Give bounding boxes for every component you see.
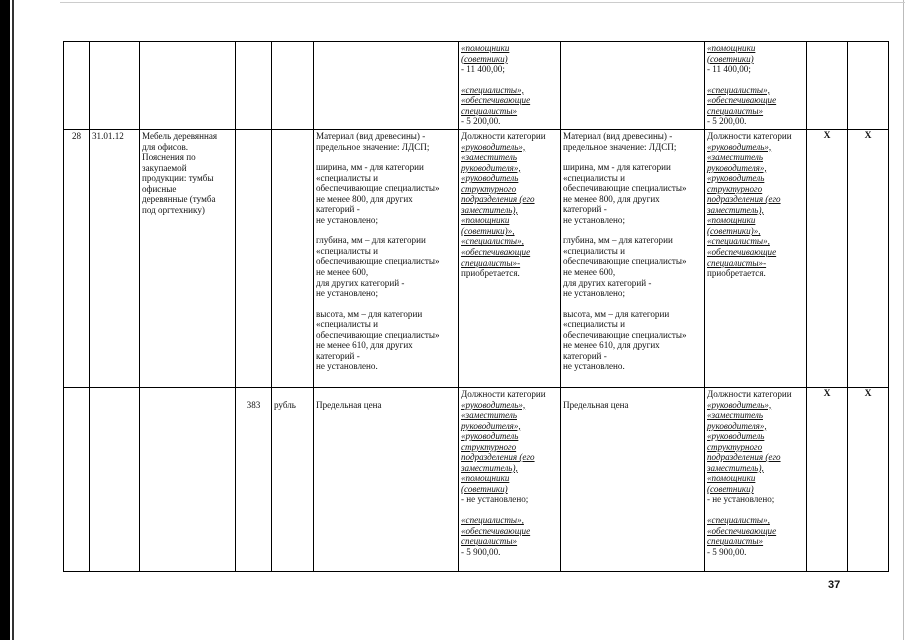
text-line: «обеспечивающие <box>461 95 531 106</box>
text-line: структурного <box>707 441 763 452</box>
text-line: деревянные (тумба <box>142 194 216 205</box>
text-line: «заместитель <box>461 152 517 163</box>
text-line: руководителя», <box>707 162 767 173</box>
text-line: «обеспечивающие <box>707 525 777 536</box>
text-line: «помощники <box>461 43 510 53</box>
cell-okei <box>236 42 272 130</box>
text-line: приобретается. <box>461 268 520 279</box>
mark-x: X <box>848 130 889 388</box>
text-line: для офисов. <box>142 141 189 152</box>
positions <box>459 130 561 388</box>
spacer <box>316 152 456 162</box>
characteristics-2 <box>561 130 705 388</box>
text-line: «заместитель <box>707 410 763 421</box>
text-line: обеспечивающие специалисты» <box>316 329 440 340</box>
text-line: «специалисты», <box>461 84 524 95</box>
text-line: Должности категории <box>461 131 546 141</box>
text-line: закупаемой <box>142 162 187 173</box>
text-line: «руководитель», <box>461 141 526 152</box>
cell-code <box>90 388 140 572</box>
text-line: не менее 610, для других <box>563 340 660 351</box>
text-line: не установлено; <box>316 214 378 225</box>
mark-x: X <box>807 130 848 388</box>
cell-name <box>140 388 236 572</box>
text-line: не менее 600, <box>316 267 369 278</box>
cell-okei <box>236 130 272 388</box>
text-line: обеспечивающие специалисты» <box>316 256 440 267</box>
spacer <box>707 75 804 85</box>
cell-x2 <box>848 42 889 130</box>
cell-unit <box>272 130 314 388</box>
text-line: «специалисты и <box>563 319 626 330</box>
text-line: руководителя», <box>707 420 767 431</box>
characteristics-2: Предельная цена <box>561 388 705 572</box>
text-line: не установлено; <box>316 288 378 299</box>
text-line: обеспечивающие специалисты» <box>563 183 687 194</box>
scan-edge-left-inner <box>12 0 14 640</box>
scan-edge-right <box>903 0 904 640</box>
text-line: «заместитель <box>461 410 517 421</box>
text-line: - не установлено; <box>707 494 775 505</box>
text-line: - 11 400,00; <box>461 64 505 75</box>
text-line: специалисты» <box>461 536 518 547</box>
text-line: Материал (вид древесины) - <box>563 131 673 141</box>
table-row-continuation <box>64 42 889 130</box>
text-line: Материал (вид древесины) - <box>316 131 426 141</box>
text-line: обеспечивающие специалисты» <box>316 183 440 194</box>
text-line: заместитель), <box>707 204 764 215</box>
page-number: 37 <box>828 579 841 591</box>
cell-code <box>90 42 140 130</box>
text-line: - 11 400,00; <box>707 64 751 75</box>
text-line: «специалисты», <box>461 515 524 526</box>
text-line: руководителя», <box>461 420 521 431</box>
positions <box>459 388 561 572</box>
text-line: «помощники <box>461 473 510 484</box>
text-line: специалисты» <box>461 105 518 116</box>
text-line: заместитель), <box>461 462 518 473</box>
text-line: специалисты» <box>707 105 764 116</box>
text-line: категорий - <box>316 350 360 361</box>
text-line: для других категорий - <box>316 277 405 288</box>
text-line: (советники) <box>461 53 508 64</box>
text-line: приобретается. <box>707 268 766 279</box>
text-line: обеспечивающие специалисты» <box>563 329 687 340</box>
text-line: «специалисты и <box>563 172 626 183</box>
text-line: Мебель деревянная <box>142 131 218 141</box>
requirements-table <box>63 41 889 572</box>
characteristics <box>314 130 459 388</box>
spacer <box>563 299 702 309</box>
text-line: подразделения (его <box>707 452 781 463</box>
text-line: «руководитель <box>461 431 519 442</box>
spacer <box>707 505 804 515</box>
text-line: обеспечивающие специалисты» <box>563 256 687 267</box>
okpd2-code: 31.01.12 <box>90 130 140 388</box>
product-name <box>140 130 236 388</box>
text-line: специалисты» <box>707 536 764 547</box>
text-line: структурного <box>461 441 517 452</box>
text-line: - 5 900,00. <box>707 546 747 557</box>
text-line: глубина, мм – для категории <box>316 235 426 246</box>
text-line: для других категорий - <box>563 277 652 288</box>
text-line: ширина, мм - для категории <box>563 162 671 173</box>
scan-edge-left <box>0 0 10 640</box>
text-line: «обеспечивающие <box>707 247 777 258</box>
cell-positions-2 <box>705 42 807 130</box>
text-line: «специалисты», <box>707 236 770 247</box>
text-line: не менее 610, для других <box>316 340 413 351</box>
text-line: предельное значение: ЛДСП; <box>316 141 430 152</box>
table-row-price <box>64 388 889 572</box>
positions-2 <box>705 388 807 572</box>
text-line: - 5 200,00. <box>707 116 747 127</box>
text-line: «руководитель <box>707 431 765 442</box>
text-line: не менее 600, <box>563 267 616 278</box>
text-line: «обеспечивающие <box>461 247 531 258</box>
spacer <box>563 152 702 162</box>
text-line: «помощники <box>707 215 756 226</box>
text-line: (советники) <box>707 53 754 64</box>
text-line: специалисты»- <box>707 257 767 268</box>
cell-positions <box>459 42 561 130</box>
text-line: «руководитель», <box>707 141 772 152</box>
text-line: (советники)», <box>461 225 515 236</box>
text-line: «руководитель», <box>707 399 772 410</box>
text-line: Пояснения по <box>142 152 196 163</box>
text-line: Должности категории <box>707 389 792 399</box>
text-line: (советники) <box>461 483 508 494</box>
mark-x: X <box>807 388 848 572</box>
text-line: «заместитель <box>707 152 763 163</box>
text-line: «помощники <box>707 473 756 484</box>
text-line: не менее 800, для других <box>316 193 413 204</box>
text-line: Должности категории <box>461 389 546 399</box>
text-line: продукции: тумбы <box>142 173 214 184</box>
spacer <box>563 225 702 235</box>
text-line: руководителя», <box>461 162 521 173</box>
text-line: высота, мм – для категории <box>316 308 423 319</box>
cell-num <box>64 388 90 572</box>
text-line: специалисты»- <box>461 257 521 268</box>
text-line: под оргтехнику) <box>142 204 205 215</box>
text-line: «специалисты и <box>563 245 626 256</box>
text-line: (советники)», <box>707 225 761 236</box>
text-line: не установлено. <box>563 361 625 372</box>
row-number: 28 <box>64 130 90 388</box>
text-line: «специалисты и <box>316 319 379 330</box>
text-line: «помощники <box>707 43 756 53</box>
text-line: «специалисты и <box>316 172 379 183</box>
cell-unit <box>272 42 314 130</box>
text-line: - 5 900,00. <box>461 546 501 557</box>
spacer <box>461 505 558 515</box>
text-line: «руководитель <box>707 173 765 184</box>
text-line: не установлено. <box>316 361 378 372</box>
text-line: не установлено; <box>563 214 625 225</box>
text-line: подразделения (его <box>461 194 535 205</box>
text-line: «специалисты», <box>461 236 524 247</box>
text-line: структурного <box>461 183 517 194</box>
text-line: офисные <box>142 183 177 194</box>
scan-edge-top <box>60 2 905 3</box>
text-line: структурного <box>707 183 763 194</box>
cell-char-2 <box>561 42 705 130</box>
cell-char <box>314 42 459 130</box>
text-line: высота, мм – для категории <box>563 308 670 319</box>
text-line: глубина, мм – для категории <box>563 235 673 246</box>
text-line: категорий - <box>563 204 607 215</box>
text-line: «обеспечивающие <box>461 525 531 536</box>
text-line: «руководитель», <box>461 399 526 410</box>
unit-name: рубль <box>272 388 314 572</box>
cell-num <box>64 42 90 130</box>
text-line: заместитель), <box>707 462 764 473</box>
text-line: «специалисты», <box>707 515 770 526</box>
text-line: «помощники <box>461 215 510 226</box>
spacer <box>461 75 558 85</box>
text-line: - 5 200,00. <box>461 116 501 127</box>
spacer <box>316 225 456 235</box>
text-line: заместитель), <box>461 204 518 215</box>
characteristics: Предельная цена <box>314 388 459 572</box>
text-line: «специалисты и <box>316 245 379 256</box>
text-line: подразделения (его <box>707 194 781 205</box>
text-line: Должности категории <box>707 131 792 141</box>
text-line: не менее 800, для других <box>563 193 660 204</box>
text-line: (советники) <box>707 483 754 494</box>
mark-x: X <box>848 388 889 572</box>
positions-2 <box>705 130 807 388</box>
text-line: «обеспечивающие <box>707 95 777 106</box>
text-line: ширина, мм - для категории <box>316 162 424 173</box>
okei-code: 383 <box>236 388 272 572</box>
text-line: «руководитель <box>461 173 519 184</box>
text-line: предельное значение: ЛДСП; <box>563 141 677 152</box>
text-line: не установлено; <box>563 288 625 299</box>
text-line: подразделения (его <box>461 452 535 463</box>
cell-name <box>140 42 236 130</box>
spacer <box>316 299 456 309</box>
text-line: категорий - <box>316 204 360 215</box>
table-row-28 <box>64 130 889 388</box>
text-line: категорий - <box>563 350 607 361</box>
cell-x1 <box>807 42 848 130</box>
text-line: «специалисты», <box>707 84 770 95</box>
text-line: - не установлено; <box>461 494 529 505</box>
